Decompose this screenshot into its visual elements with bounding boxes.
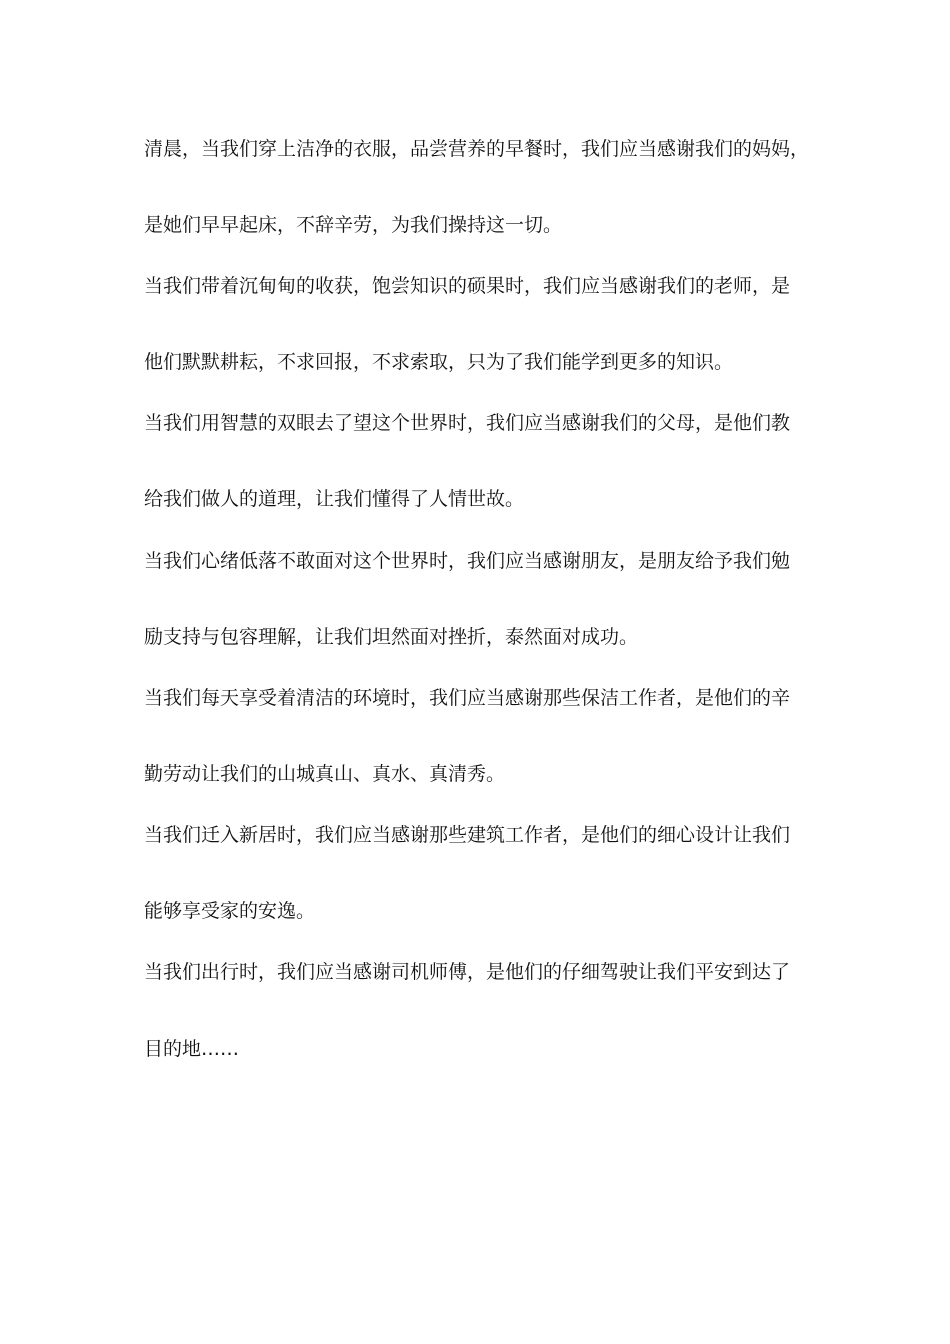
text-line: 当我们迁入新居时，我们应当感谢那些建筑工作者，是他们的细心设计让我们 xyxy=(144,824,791,846)
text-line: 是她们早早起床，不辞辛劳，为我们操持这一切。 xyxy=(144,214,563,236)
text-line: 目的地…… xyxy=(144,1038,240,1060)
text-line: 当我们用智慧的双眼去了望这个世界时，我们应当感谢我们的父母，是他们教 xyxy=(144,412,791,434)
text-line: 清晨，当我们穿上洁净的衣服，品尝营养的早餐时，我们应当感谢我们的妈妈， xyxy=(144,138,810,160)
text-line: 能够享受家的安逸。 xyxy=(144,900,316,922)
text-line: 当我们出行时，我们应当感谢司机师傅，是他们的仔细驾驶让我们平安到达了 xyxy=(144,961,791,983)
text-line: 给我们做人的道理，让我们懂得了人情世故。 xyxy=(144,488,525,510)
text-line: 励支持与包容理解，让我们坦然面对挫折，泰然面对成功。 xyxy=(144,626,639,648)
text-line: 他们默默耕耘，不求回报，不求索取，只为了我们能学到更多的知识。 xyxy=(144,351,734,373)
text-line: 勤劳动让我们的山城真山、真水、真清秀。 xyxy=(144,763,506,785)
text-line: 当我们每天享受着清洁的环境时，我们应当感谢那些保洁工作者，是他们的辛 xyxy=(144,687,791,709)
text-line: 当我们带着沉甸甸的收获，饱尝知识的硕果时，我们应当感谢我们的老师，是 xyxy=(144,275,791,297)
text-line: 当我们心绪低落不敢面对这个世界时，我们应当感谢朋友，是朋友给予我们勉 xyxy=(144,550,791,572)
